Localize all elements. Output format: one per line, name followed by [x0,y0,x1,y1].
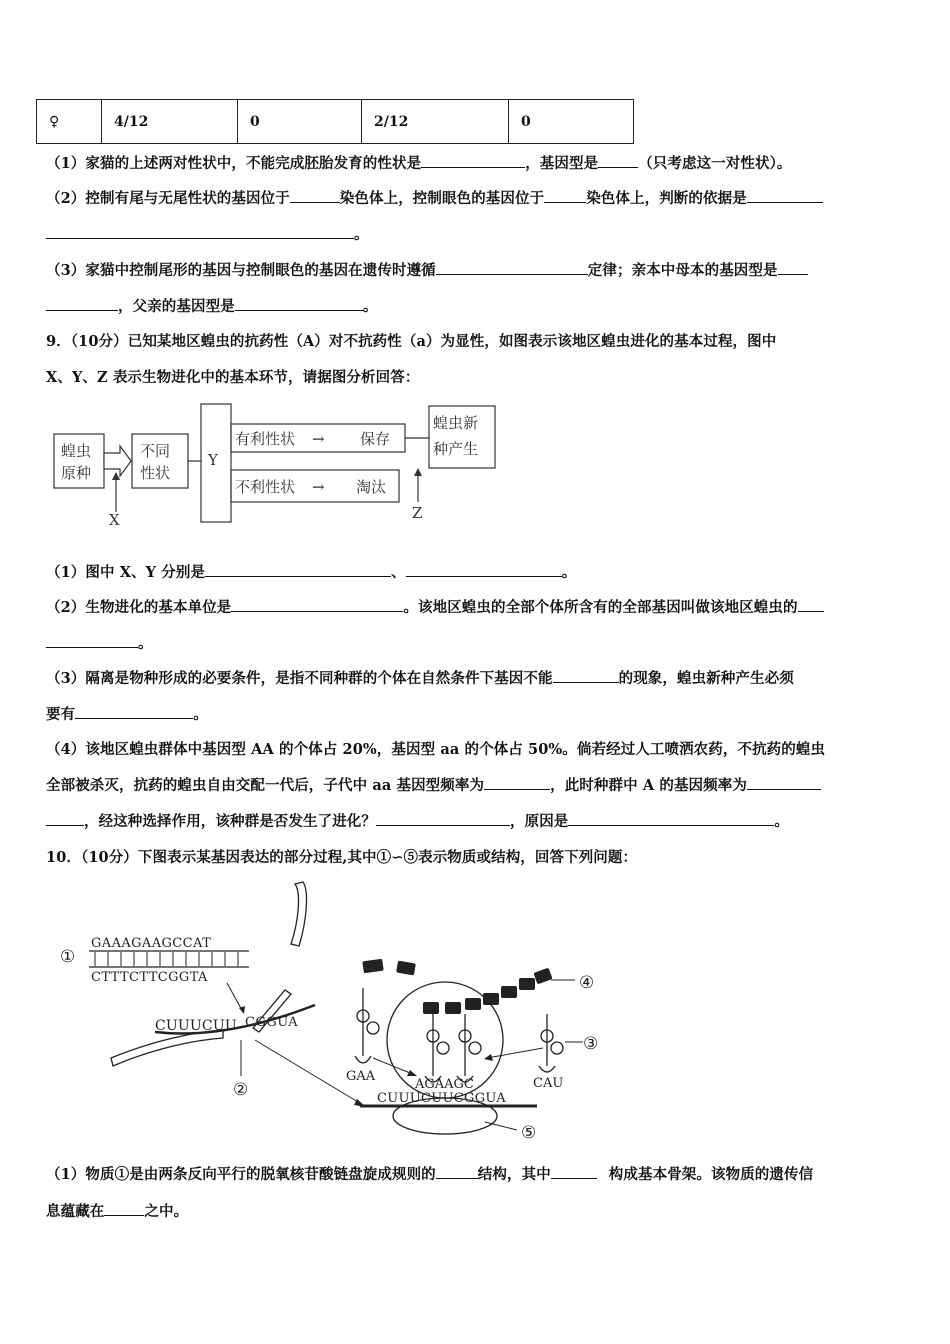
favorable-label: 有利性状 [235,430,296,448]
answer-blank[interactable] [798,610,824,612]
box1-line1: 蝗虫 [61,442,92,460]
q8-line-2: （2）控制有尾与无尾性状的基因位于 染色体上，控制眼色的基因位于 染色体上，判断的依据是 [46,187,823,208]
y-label: Y [208,451,218,469]
label-3: ③ [583,1034,599,1054]
answer-blank[interactable] [46,237,354,239]
trna-mid1 [425,1014,449,1082]
z-label: Z [412,504,423,522]
label-5: ⑤ [521,1123,537,1143]
answer-blank[interactable] [46,646,138,648]
box2-line2: 性状 [140,464,171,482]
table-row [37,100,634,144]
table-cell: 4/12 [102,100,238,144]
q10-sub-1b: 息蕴藏在 之中。 [46,1203,189,1220]
q9-intro-1: 9．（10分）已知某地区蝗虫的抗药性（A）对不抗药性（a）为显性，如图表示该地区蝗虫进化的基本过程，图中 [46,333,777,350]
q8-line-3: （3）家猫中控制尾形的基因与控制眼色的基因在遗传时遵循 定律；亲本中母本的基因型是 [46,259,808,280]
answer-blank[interactable] [46,309,118,311]
answer-blank[interactable] [75,717,193,719]
answer-blank[interactable] [235,309,363,311]
q9-sub-3: （3）隔离是物种形成的必要条件，是指不同种群的个体在自然条件下基因不能 的现象，蝗虫新种产生必须 [46,670,794,687]
q10-intro: 10．（10分）下图表示某基因表达的部分过程,其中①∽⑤表示物质或结构，回答下列问题： [46,849,638,866]
answer-blank[interactable] [376,824,510,826]
answer-blank[interactable] [778,273,808,275]
answer-blank[interactable] [406,575,562,577]
q9-sub-4b: 全部被杀灭，抗药的蝗虫自由交配一代后，子代中 aa 基因型频率为 ，此时种群中 A 的基因频率为 [46,774,821,795]
answer-blank[interactable] [747,788,821,790]
answer-blank[interactable] [205,575,391,577]
new-species-line1: 蝗虫新 [433,414,479,432]
box2-line1: 不同 [140,442,171,460]
answer-blank[interactable] [421,166,525,168]
open-arrow [104,446,131,476]
table-cell: 2/12 [362,100,509,144]
gene-expression-diagram [55,880,615,1150]
favorable-arrow: → [312,430,325,448]
label-4: ④ [579,973,595,993]
anticodon-cau: CAU [533,1076,564,1091]
mrna-tail: CGGUA [245,1015,299,1030]
answer-blank[interactable] [436,1177,478,1179]
table-cell: 0 [509,100,634,144]
table-cell-sex: ♀ [37,100,102,144]
answer-blank[interactable] [46,824,84,826]
mrna-sequence: CUUUCUU [155,1018,237,1034]
x-label: X [109,511,120,529]
label-1: ① [60,947,76,967]
trna-right [539,1014,563,1072]
dna-bottom-strand: CTTTCTTCGGTA [91,970,208,985]
unfavorable-label: 不利性状 [235,478,296,496]
label-2: ② [233,1080,249,1100]
q10-sub-1: （1）物质①是由两条反向平行的脱氧核苷酸链盘旋成规则的 结构，其中 构成基本骨架。该物质的遗传信 [46,1166,814,1183]
q9-sub-3b: 要有 。 [46,706,208,723]
answer-blank[interactable] [231,610,403,612]
q8-line-2b: 。 [46,223,369,244]
evolution-diagram [48,398,508,530]
q9-sub-1: （1）图中 X、Y 分别是 、 。 [46,564,577,581]
answer-blank[interactable] [551,1177,597,1179]
answer-blank[interactable] [290,201,340,203]
answer-blank[interactable] [747,201,823,203]
q8-line-1: （1）家猫的上述两对性状中，不能完成胚胎发育的性状是 ，基因型是 （只考虑这一对性状）。 [46,155,792,172]
new-species-line2: 种产生 [433,440,479,458]
trna-left [355,988,379,1063]
q8-line-3b: ，父亲的基因型是 。 [46,295,377,316]
answer-blank[interactable] [484,788,550,790]
answer-blank[interactable] [598,166,638,168]
answer-blank[interactable] [553,681,619,683]
anticodon-gaa: GAA [346,1069,376,1084]
q9-sub-4: （4）该地区蝗虫群体中基因型 AA 的个体占 20%，基因型 aa 的个体占 50%。倘若经过人工喷洒农药，不抗药的蝗虫 [46,741,826,758]
box1-line2: 原种 [61,464,92,482]
answer-blank[interactable] [544,201,586,203]
eliminate-label: 淘汰 [356,478,387,496]
anticodon-agaagc: AGAAGC [415,1077,474,1092]
dna-top-strand: GAAAGAAGCCAT [91,936,212,951]
mrna-on-ribosome: CUUUCUUCGGUA [377,1091,506,1106]
q9-intro-2: X、Y、Z 表示生物进化中的基本环节，请据图分析回答： [46,369,420,386]
answer-blank[interactable] [568,824,774,826]
q9-sub-2b: 。 [46,632,153,653]
answer-blank[interactable] [104,1214,144,1216]
trna-mid2 [457,1014,481,1082]
keep-label: 保存 [360,430,391,448]
q9-sub-4c: ，经这种选择作用，该种群是否发生了进化？ ，原因是 。 [46,810,789,831]
genotype-table [36,99,634,144]
q9-sub-2: （2）生物进化的基本单位是 。该地区蝗虫的全部个体所含有的全部基因叫做该地区蝗虫的 [46,596,824,617]
answer-blank[interactable] [436,273,588,275]
unfavorable-arrow: → [312,478,325,496]
table-cell: 0 [238,100,362,144]
